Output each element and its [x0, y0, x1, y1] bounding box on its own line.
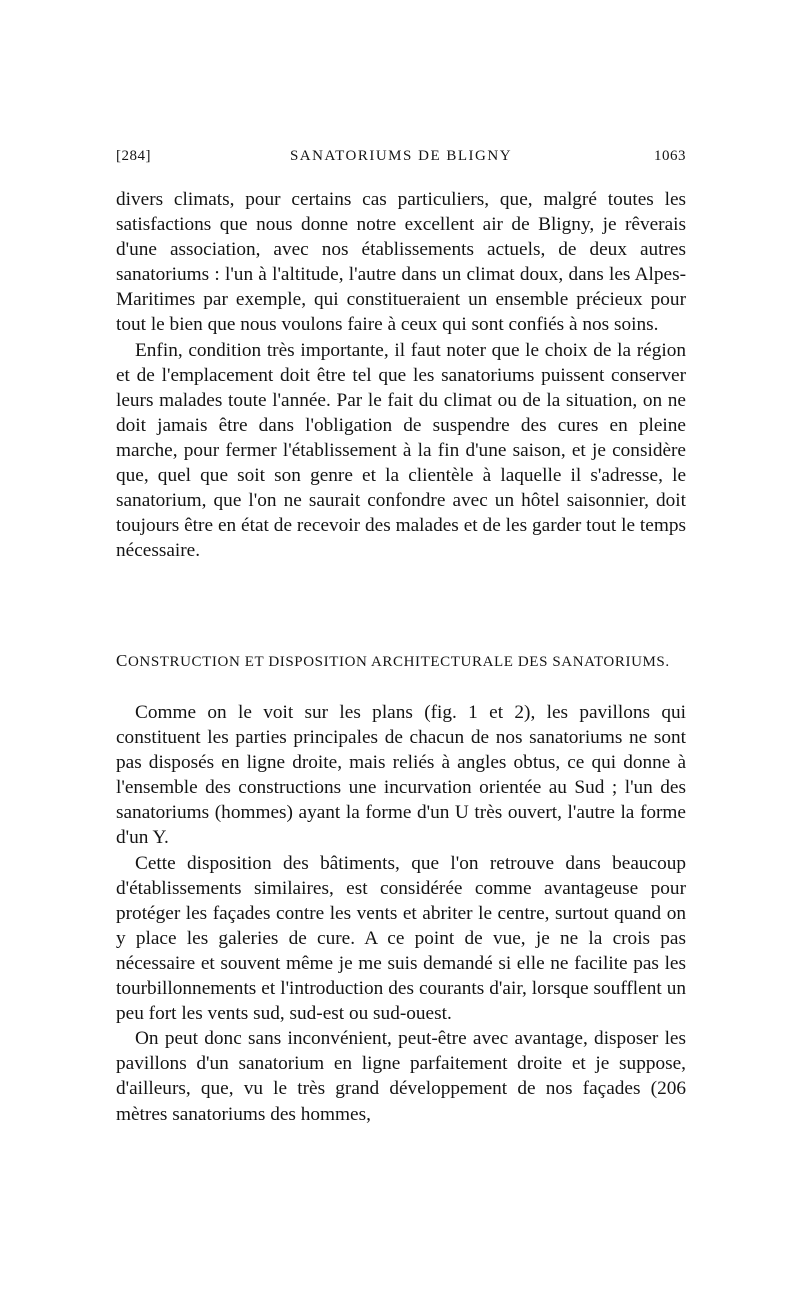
paragraph: On peut donc sans inconvénient, peut-être avec avantage, disposer les pavillons d'un sanatorium en ligne parfaitement droite et je suppose, d'ailleurs, que, vu le très grand développement de nos façades (206 mètres sanatoriums des hommes, [116, 1028, 686, 1125]
running-header [116, 148, 686, 172]
section-heading-text: ONSTRUCTION ET DISPOSITION ARCHITECTURALE DES SANATORIUMS. [127, 654, 670, 670]
section-heading-initial: C [116, 651, 128, 670]
text-block-after-heading [116, 700, 686, 1127]
text-block-before-heading [116, 187, 686, 563]
paragraph-continued: divers climats, pour certains cas particuliers, que, malgré toutes les satisfactions que nous donne notre excellent air de Bligny, je rêverais d'une association, avec nos établissements actuels, de deux autres sanatoriums : l'un à l'altitude, l'autre dans un climat doux, dans les Alpes-Maritimes par exemple, qui constitueraient un ensemble précieux pour tout le bien que nous voulons faire à ceux qui sont confiés à nos soins. [116, 189, 686, 336]
page-reference: [284] [116, 148, 151, 164]
paragraph: Cette disposition des bâtiments, que l'on retrouve dans beaucoup d'établissements similaires, est considérée comme avantageuse pour protéger les façades contre les vents et abriter le centre, surtout quand on y place les galeries de cure. A ce point de vue, je ne la crois pas nécessaire et souvent même je me suis demandé si elle ne facilite pas les tourbillonnements et l'introduction des courants d'air, lorsque soufflent un peu fort les vents sud, sud-est ou sud-ouest. [116, 852, 686, 1025]
section-heading [116, 651, 686, 671]
running-title: SANATORIUMS DE BLIGNY [289, 148, 513, 164]
paragraph: Comme on le voit sur les plans (fig. 1 et 2), les pavillons qui constituent les parties principales de chacun de nos sanatoriums ne sont pas disposés en ligne droite, mais reliés à angles obtus, ce qui donne à l'ensemble des constructions une incurvation orientée au Sud ; l'un des sanatoriums (hommes) ayant la forme d'un U très ouvert, l'autre la forme d'un Y. [116, 702, 686, 849]
page-number: 1063 [654, 148, 686, 164]
paragraph: Enfin, condition très importante, il faut noter que le choix de la région et de l'emplacement doit être tel que les sanatoriums puissent conserver leurs malades toute l'année. Par le fait du climat ou de la situation, on ne doit jamais être dans l'obligation de suspendre des cures en pleine marche, pour fermer l'établissement à la fin d'une saison, et je considère que, quel que soit son genre et la clientèle à laquelle il s'adresse, le sanatorium, que l'on ne saurait confondre avec un hôtel saisonnier, doit toujours être en état de recevoir des malades et de les garder tout le temps nécessaire. [116, 339, 686, 562]
